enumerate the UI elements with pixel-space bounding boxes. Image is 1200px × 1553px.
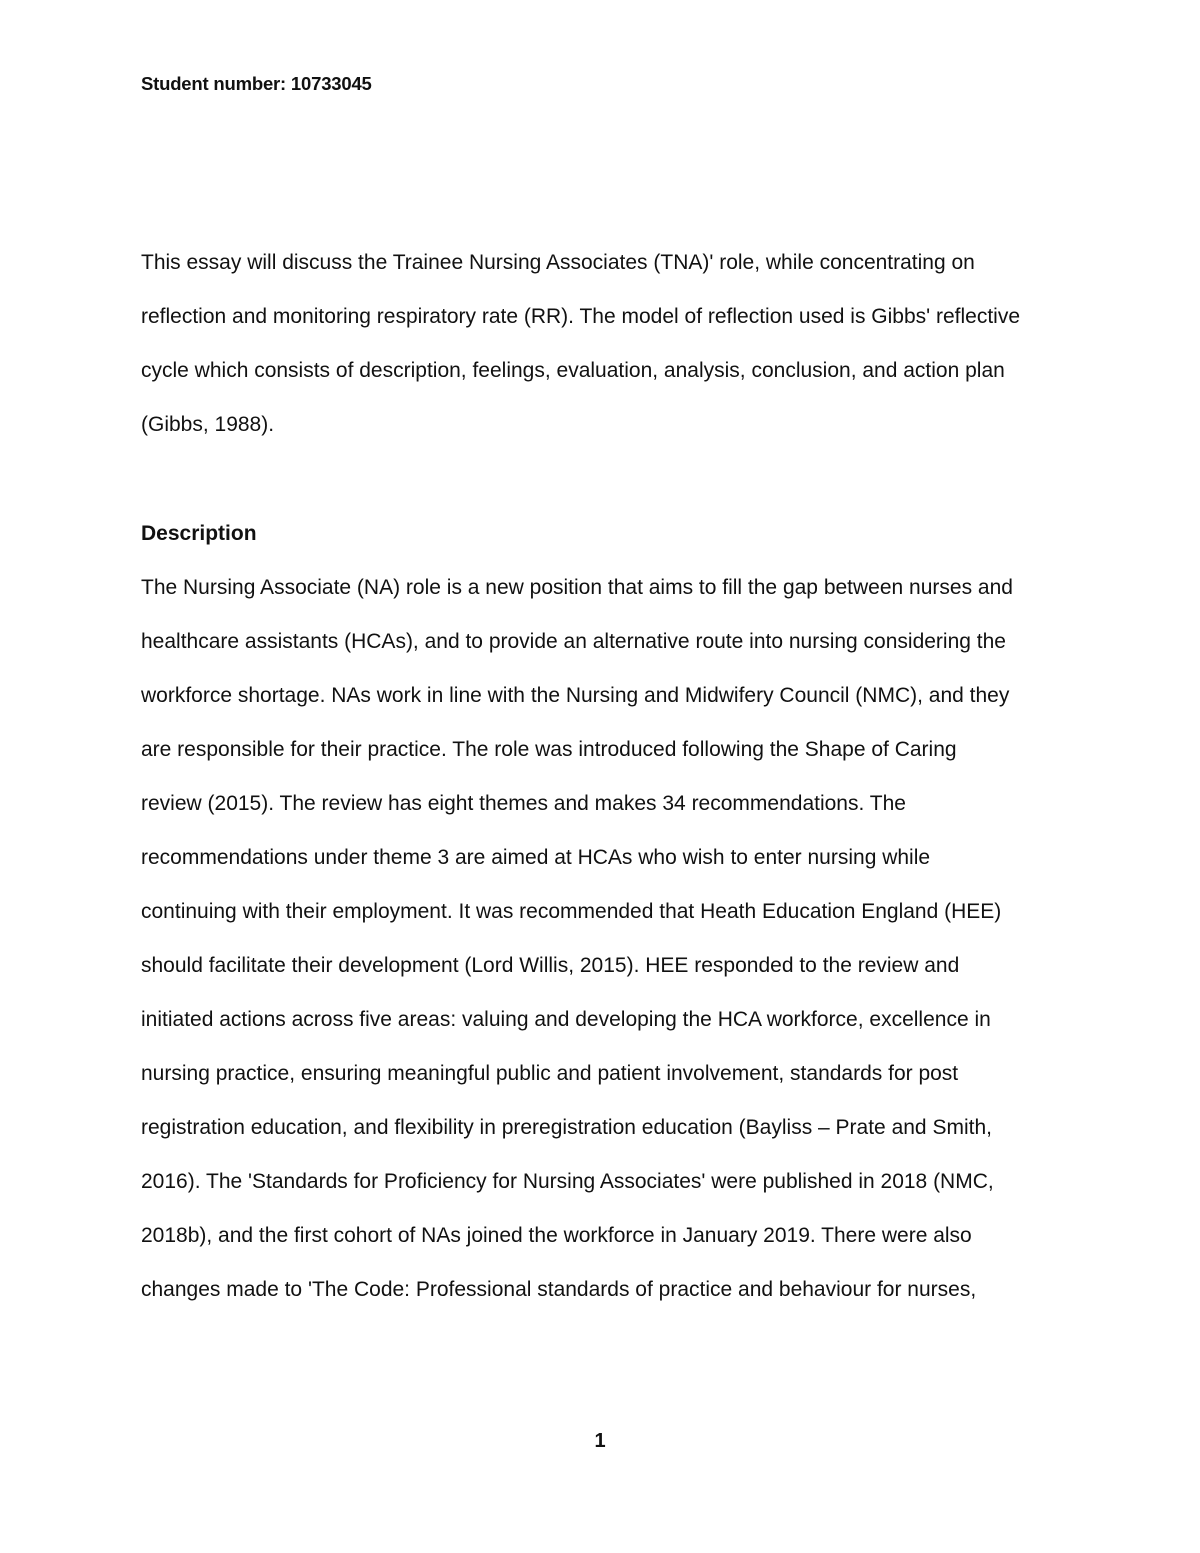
intro-line: reflection and monitoring respiratory rate (RR). The model of reflection used is Gibbs' reflective [141,305,1021,328]
description-line: review (2015). The review has eight themes and makes 34 recommendations. The [141,792,906,815]
description-line: 2016). The 'Standards for Proficiency for Nursing Associates' were published in 2018 (NMC, [141,1170,994,1193]
description-line: changes made to 'The Code: Professional standards of practice and behaviour for nurses, [141,1278,977,1301]
description-line: registration education, and flexibility in preregistration education (Bayliss – Prate and Smith, [141,1116,992,1139]
intro-line: This essay will discuss the Trainee Nursing Associates (TNA)' role, while concentrating on [141,251,975,274]
description-line: continuing with their employment. It was recommended that Heath Education England (HEE) [141,900,1002,923]
section-heading-description: Description [141,522,257,545]
description-line: healthcare assistants (HCAs), and to provide an alternative route into nursing considering the [141,630,1006,653]
description-line: nursing practice, ensuring meaningful public and patient involvement, standards for post [141,1062,959,1085]
page-header-student-number: Student number: 10733045 [141,73,372,94]
description-line: workforce shortage. NAs work in line with the Nursing and Midwifery Council (NMC), and they [141,684,1010,707]
page-number: 1 [594,1430,606,1452]
description-line: The Nursing Associate (NA) role is a new position that aims to fill the gap between nurses and [141,576,1013,599]
description-line: are responsible for their practice. The role was introduced following the Shape of Caring [141,738,957,761]
intro-line: cycle which consists of description, feelings, evaluation, analysis, conclusion, and action plan [141,359,1005,382]
description-line: recommendations under theme 3 are aimed at HCAs who wish to enter nursing while [141,846,931,869]
description-line: initiated actions across five areas: valuing and developing the HCA workforce, excellence in [141,1008,991,1031]
description-line: should facilitate their development (Lord Willis, 2015). HEE responded to the review and [141,954,960,977]
intro-line: (Gibbs, 1988). [141,413,275,436]
description-line: 2018b), and the first cohort of NAs joined the workforce in January 2019. There were also [141,1224,972,1247]
